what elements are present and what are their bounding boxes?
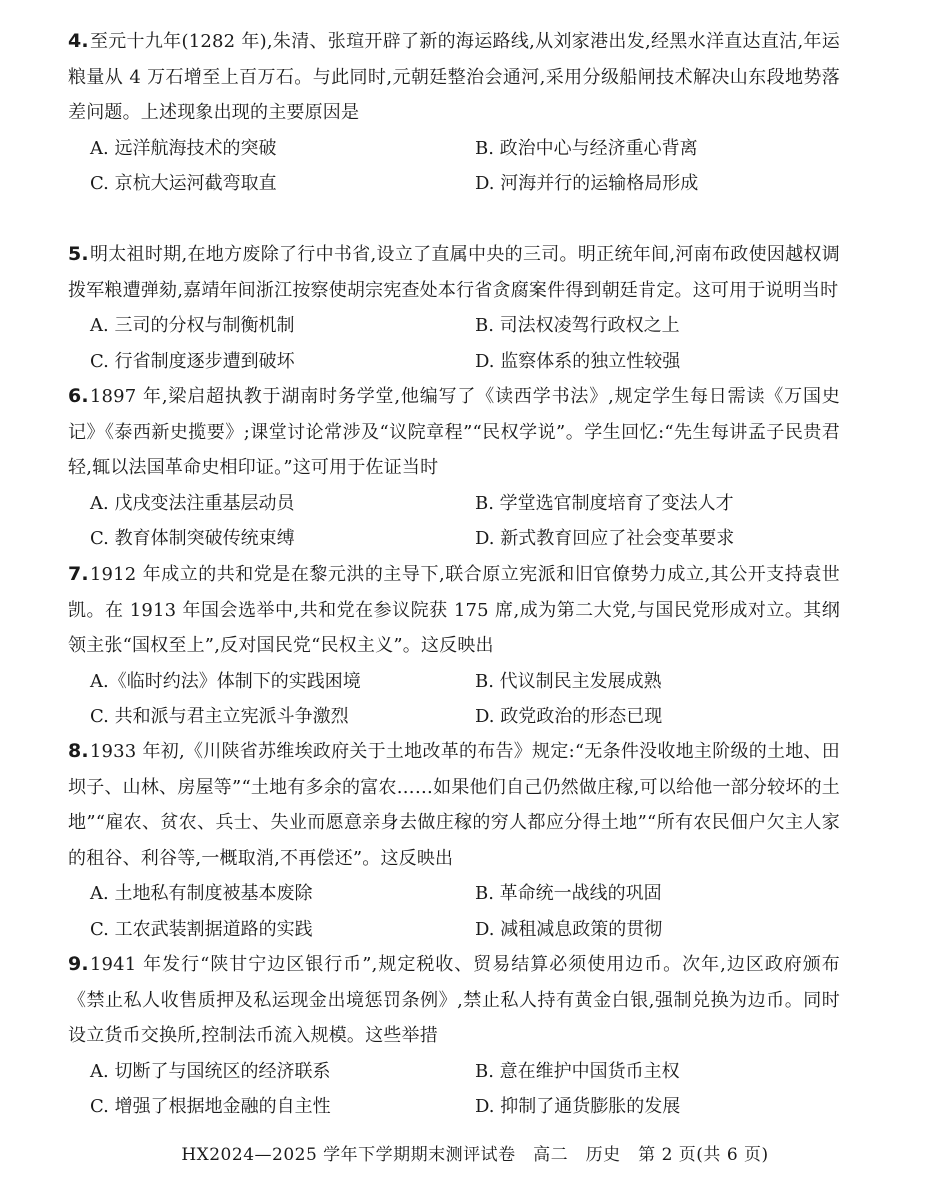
question-number: 5.	[68, 243, 89, 265]
question-text: 1941 年发行“陕甘宁边区银行币”,规定税收、贸易结算必须使用边币。次年,边区政府颁布《禁止私人收售质押及私运现金出境惩罚条例》,禁止私人持有黄金白银,强制兑换为边币。同时设立货币交换所,控制法币流入规模。这些举措	[68, 954, 840, 1046]
question-4	[68, 24, 840, 202]
option-c: C. 京杭大运河截弯取直	[90, 173, 277, 194]
question-stem	[68, 24, 840, 131]
question-5	[68, 237, 840, 379]
question-stem	[68, 557, 840, 664]
option-b: B. 政治中心与经济重心背离	[475, 137, 698, 159]
option-c: C. 共和派与君主立宪派斗争激烈	[90, 706, 349, 727]
option-d: D. 减租减息政策的贯彻	[475, 918, 663, 940]
option-c: C. 增强了根据地金融的自主性	[90, 1096, 331, 1117]
option-a: A. 远洋航海技术的突破	[90, 137, 277, 159]
option-a: A. 切断了与国统区的经济联系	[90, 1060, 331, 1082]
option-b: B. 代议制民主发展成熟	[475, 670, 662, 692]
question-7	[68, 557, 840, 735]
option-a: A.《临时约法》体制下的实践困境	[90, 670, 361, 692]
option-b: B. 学堂选官制度培育了变法人才	[475, 492, 734, 514]
question-stem	[68, 379, 840, 486]
options	[90, 1054, 840, 1125]
option-a: A. 土地私有制度被基本废除	[90, 883, 313, 904]
question-text: 1912 年成立的共和党是在黎元洪的主导下,联合原立宪派和旧官僚势力成立,其公开支持袁世凯。在 1913 年国会选举中,共和党在参议院获 175 席,成为第二大党,与国民党形成对立。其纲领主张“国权至上”,反对国民党“民权主义”。这反映出	[68, 564, 840, 656]
options	[90, 664, 840, 735]
option-b: B. 意在维护中国货币主权	[475, 1060, 680, 1082]
option-c: C. 行省制度逐步遭到破坏	[90, 350, 295, 372]
question-number: 4.	[68, 30, 89, 52]
options	[90, 131, 840, 202]
question-number: 6.	[68, 385, 89, 407]
option-d: D. 监察体系的独立性较强	[475, 350, 681, 372]
option-a: A. 三司的分权与制衡机制	[90, 315, 295, 336]
option-c: C. 教育体制突破传统束缚	[90, 528, 295, 549]
option-d: D. 河海并行的运输格局形成	[475, 173, 699, 194]
option-d: D. 抑制了通货膨胀的发展	[475, 1096, 681, 1117]
question-number: 7.	[68, 563, 89, 585]
options	[90, 876, 840, 947]
question-number: 9.	[68, 953, 89, 975]
page-footer: HX2024—2025 学年下学期期末测评试卷 高二 历史 第 2 页(共 6 页)	[181, 1145, 769, 1165]
options	[90, 486, 840, 557]
question-9	[68, 947, 840, 1125]
option-d: D. 新式教育回应了社会变革要求	[475, 528, 735, 549]
question-number: 8.	[68, 740, 89, 762]
question-stem	[68, 947, 840, 1054]
question-text: 1897 年,梁启超执教于湖南时务学堂,他编写了《读西学书法》,规定学生每日需读《万国史记》《泰西新史揽要》;课堂讨论常涉及“议院章程”“民权学说”。学生回忆:“先生每讲孟子民贵君轻,辄以法国革命史相印证。”这可用于佐证当时	[68, 386, 840, 478]
option-a: A. 戊戌变法注重基层动员	[90, 492, 295, 514]
question-text: 至元十九年(1282 年),朱清、张瑄开辟了新的海运路线,从刘家港出发,经黑水洋直达直沽,年运粮量从 4 万石增至上百万石。与此同时,元朝廷整治会通河,采用分级船闸技术解决山东段地势落差问题。上述现象出现的主要原因是	[68, 31, 840, 123]
option-b: B. 革命统一战线的巩固	[475, 883, 662, 904]
question-text: 1933 年初,《川陕省苏维埃政府关于土地改革的布告》规定:“无条件没收地主阶级的土地、田坝子、山林、房屋等”“土地有多余的富农……如果他们自己仍然做庄稼,可以给他一部分较坏的土地”“雇农、贫农、兵士、失业而愿意亲身去做庄稼的穷人都应分得土地”“所有农民佃户欠主人家的租谷、利谷等,一概取消,不再偿还”。这反映出	[68, 741, 840, 869]
options	[90, 308, 840, 379]
question-text: 明太祖时期,在地方废除了行中书省,设立了直属中央的三司。明正统年间,河南布政使因越权调拨军粮遭弹劾,嘉靖年间浙江按察使胡宗宪查处本行省贪腐案件得到朝廷肯定。这可用于说明当时	[68, 244, 840, 301]
option-b: B. 司法权凌驾行政权之上	[475, 315, 680, 336]
question-6	[68, 379, 840, 557]
question-8	[68, 734, 840, 947]
option-d: D. 政党政治的形态已现	[475, 706, 663, 727]
question-stem	[68, 734, 840, 876]
question-stem	[68, 237, 840, 308]
option-c: C. 工农武装割据道路的实践	[90, 918, 313, 940]
